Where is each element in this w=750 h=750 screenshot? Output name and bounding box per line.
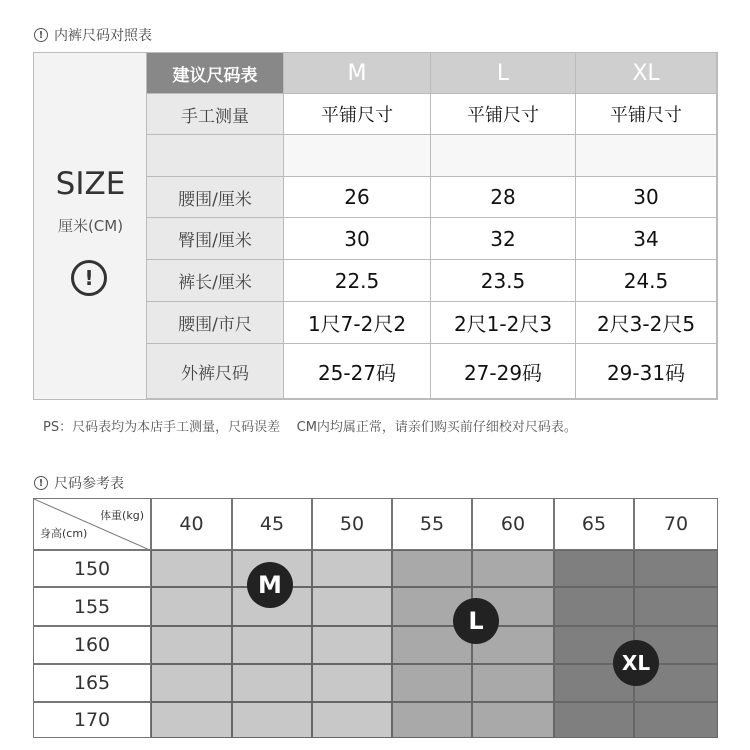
height-header-165: 165: [33, 664, 151, 702]
weight-header-65: 65: [554, 498, 634, 550]
grid-cell: [554, 550, 634, 587]
row-value: [284, 135, 431, 177]
info-icon: !: [34, 28, 48, 42]
info-icon: !: [34, 476, 48, 490]
grid-cell: [151, 550, 232, 587]
row-value: 1尺7-2尺2: [284, 302, 431, 344]
size-header-m: M: [284, 53, 431, 94]
grid-cell: [312, 702, 392, 738]
row-value: 2尺1-2尺3: [431, 302, 576, 344]
height-header-155: 155: [33, 587, 151, 626]
grid-cell: [151, 626, 232, 664]
size-panel: [34, 53, 147, 399]
grid-corner: [33, 498, 151, 550]
row-value: 平铺尺寸: [284, 94, 431, 135]
ps-note: PS：尺码表均为本店手工测量，尺码误差 CM内均属正常，请亲们购买前仔细校对尺码表。: [43, 420, 577, 435]
row-value: 25-27码: [284, 344, 431, 399]
size-header-l: L: [431, 53, 576, 94]
row-label: 外裤尺码: [147, 344, 284, 399]
grid-cell: [472, 550, 554, 587]
section-title-briefs: [34, 25, 152, 45]
grid-cell: [312, 550, 392, 587]
grid-cell: [151, 702, 232, 738]
corner-weight-label: 体重(kg): [100, 509, 144, 522]
grid-cell: [151, 664, 232, 702]
row-label: 裤长/厘米: [147, 260, 284, 302]
grid-cell: [312, 664, 392, 702]
height-header-150: 150: [33, 550, 151, 587]
weight-header-55: 55: [392, 498, 472, 550]
row-value: 28: [431, 177, 576, 218]
grid-cell: [232, 664, 312, 702]
grid-cell: [472, 664, 554, 702]
row-label: [147, 135, 284, 177]
section-title-text: 尺码参考表: [54, 476, 124, 492]
size-badge-l: L: [453, 598, 499, 644]
row-label: 手工测量: [147, 94, 284, 135]
height-header-160: 160: [33, 626, 151, 664]
grid-cell: [634, 587, 718, 626]
size-unit: 厘米(CM): [57, 217, 124, 235]
row-value: [431, 135, 576, 177]
grid-cell: [634, 702, 718, 738]
row-value: 32: [431, 218, 576, 260]
grid-cell: [392, 702, 472, 738]
weight-header-70: 70: [634, 498, 718, 550]
weight-header-45: 45: [232, 498, 312, 550]
row-value: 平铺尺寸: [576, 94, 717, 135]
section-title-reference: [34, 473, 124, 493]
grid-cell: [232, 626, 312, 664]
grid-cell: [312, 626, 392, 664]
weight-header-60: 60: [472, 498, 554, 550]
size-badge-xl: XL: [613, 640, 659, 686]
row-value: 22.5: [284, 260, 431, 302]
row-value: [576, 135, 717, 177]
row-value: 平铺尺寸: [431, 94, 576, 135]
row-value: 23.5: [431, 260, 576, 302]
section-title-text: 内裤尺码对照表: [54, 28, 152, 44]
size-badge-m: M: [247, 562, 293, 608]
grid-cell: [634, 550, 718, 587]
grid-cell: [151, 587, 232, 626]
grid-cell: [392, 550, 472, 587]
row-label: 腰围/厘米: [147, 177, 284, 218]
exclamation-circle-icon: !: [71, 260, 107, 296]
row-value: 30: [576, 177, 717, 218]
row-value: 27-29码: [431, 344, 576, 399]
row-label: 腰围/市尺: [147, 302, 284, 344]
row-value: 29-31码: [576, 344, 717, 399]
grid-cell: [392, 664, 472, 702]
row-value: 24.5: [576, 260, 717, 302]
weight-header-50: 50: [312, 498, 392, 550]
size-chart-table: [33, 52, 718, 400]
grid-cell: [232, 702, 312, 738]
grid-cell: [472, 702, 554, 738]
weight-header-40: 40: [151, 498, 232, 550]
size-heading: SIZE: [55, 166, 126, 202]
size-reference-grid: [33, 498, 718, 738]
row-label: 臀围/厘米: [147, 218, 284, 260]
grid-cell: [312, 587, 392, 626]
header-label-cell: 建议尺码表: [147, 53, 284, 94]
row-value: 34: [576, 218, 717, 260]
corner-height-label: 身高(cm): [40, 527, 88, 540]
row-value: 26: [284, 177, 431, 218]
height-header-170: 170: [33, 702, 151, 738]
row-value: 30: [284, 218, 431, 260]
row-value: 2尺3-2尺5: [576, 302, 717, 344]
grid-cell: [554, 702, 634, 738]
size-header-xl: XL: [576, 53, 717, 94]
grid-cell: [554, 587, 634, 626]
